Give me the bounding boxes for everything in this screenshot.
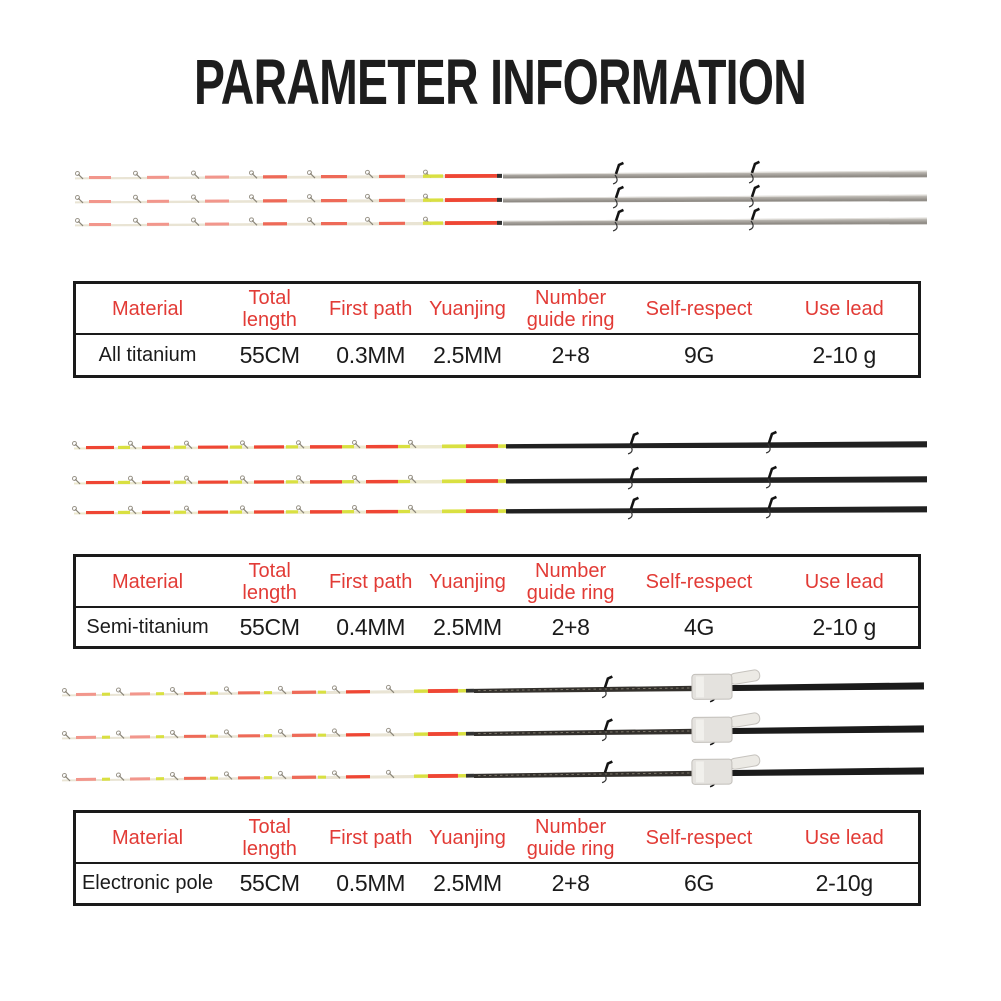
spec-table-value-row (76, 864, 918, 903)
rod-tip (75, 185, 927, 210)
page-title-svg (0, 50, 1001, 116)
header-cell: Total length (242, 559, 297, 604)
page-title: PARAMETER INFORMATION (194, 50, 806, 116)
rod-tip (62, 668, 924, 708)
value-cell: Semi-titanium (86, 615, 209, 638)
header-cell: Number guide ring (526, 559, 615, 604)
value-cell: 0.5MM (336, 870, 406, 896)
value-cell: 2+8 (551, 613, 590, 640)
semi-titanium-rods-image (0, 428, 1001, 532)
electronic-pole-rods-image (0, 650, 1001, 795)
spec-table-value-row (76, 608, 918, 646)
spec-table-electronic-pole (73, 810, 921, 906)
rod-tip (75, 161, 927, 186)
value-cell: 4G (683, 613, 715, 640)
spec-table-header-row (76, 557, 918, 608)
header-cell: First path (328, 297, 413, 320)
header-cell: Use lead (804, 826, 884, 849)
value-cell: 2.5MM (433, 341, 502, 368)
spec-table-header-row (76, 284, 918, 335)
rod-tip (62, 753, 924, 793)
header-cell: Number guide ring (526, 286, 615, 331)
header-cell: Self-respect (645, 297, 753, 320)
spec-table-value-row (76, 335, 918, 375)
all-titanium-rods-image (0, 158, 1001, 244)
header-cell: Self-respect (645, 826, 753, 849)
value-cell: 55CM (239, 613, 300, 640)
value-cell: 9G (683, 341, 715, 368)
value-cell: All titanium (98, 343, 197, 366)
header-cell: First path (328, 570, 413, 593)
header-cell: Self-respect (645, 570, 753, 593)
header-cell: Yuanjing (429, 297, 506, 320)
value-cell: 0.3MM (336, 341, 406, 368)
spec-table-header-row (76, 813, 918, 864)
header-cell: Total length (242, 815, 297, 860)
value-cell: 55CM (239, 341, 300, 368)
value-cell: 2.5MM (433, 613, 502, 640)
header-cell: Yuanjing (429, 826, 506, 849)
rod-tip (62, 711, 924, 751)
header-cell: Number guide ring (526, 815, 615, 860)
header-cell: Total length (242, 286, 297, 331)
header-cell: Use lead (804, 297, 884, 320)
header-cell: Material (111, 570, 184, 593)
rod-tip (72, 496, 927, 520)
value-cell: 2-10 g (812, 341, 876, 368)
value-cell: 2+8 (551, 341, 590, 368)
header-cell: Use lead (804, 570, 884, 593)
value-cell: 2.5MM (433, 870, 502, 896)
value-cell: 0.4MM (336, 613, 406, 640)
value-cell: Electronic pole (81, 872, 214, 894)
value-cell: 55CM (239, 870, 300, 896)
value-cell: 2-10 g (812, 613, 876, 640)
value-cell: 6G (683, 870, 715, 896)
header-cell: Yuanjing (429, 570, 506, 593)
page-title-block (0, 50, 1001, 116)
rod-tip (72, 466, 927, 490)
header-cell: Material (111, 297, 184, 320)
rod-tip (75, 208, 927, 233)
spec-table-all-titanium (73, 281, 921, 378)
header-cell: First path (328, 826, 413, 849)
spec-table-semi-titanium (73, 554, 921, 649)
header-cell: Material (111, 826, 184, 849)
value-cell: 2+8 (551, 870, 590, 896)
rod-tip (72, 431, 927, 455)
value-cell: 2-10g (815, 870, 873, 896)
